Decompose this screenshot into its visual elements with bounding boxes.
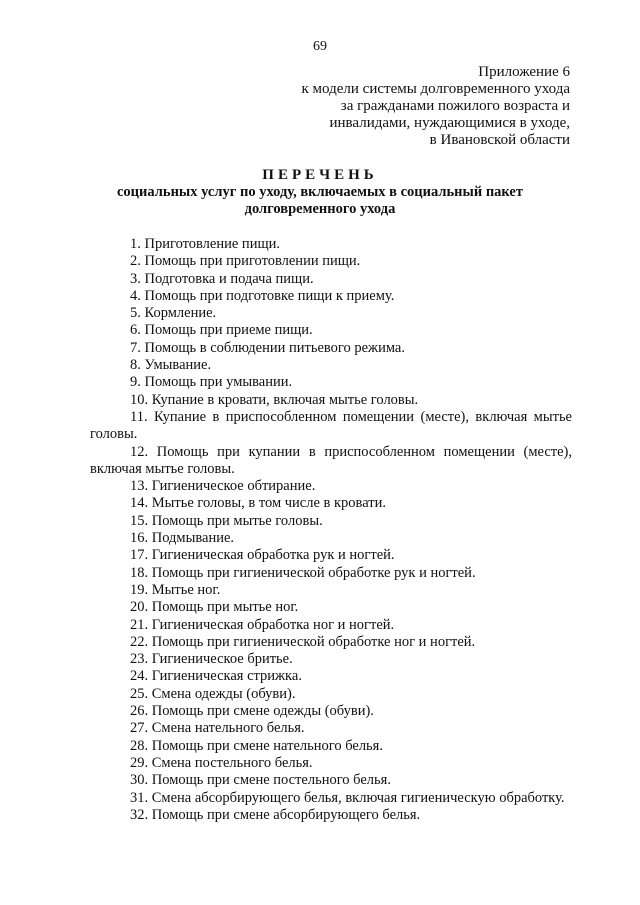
list-item: 8. Умывание. [130,357,212,374]
list-item: 26. Помощь при смене одежды (обуви). [130,703,374,720]
page-number: 69 [313,39,327,54]
list-item: 25. Смена одежды (обуви). [130,685,296,702]
subtitle-line: долговременного ухода [244,201,396,217]
subtitle-line: социальных услуг по уходу, включаемых в социальный пакет [117,184,523,200]
services-list [90,236,572,824]
list-item: 12. Помощь при купании в приспособленном помещении (месте), включая мытье головы. [90,443,572,477]
list-item: 11. Купание в приспособленном помещении (месте), включая мытье головы. [90,408,572,443]
list-item: 14. Мытье головы, в том числе в кровати. [130,495,386,512]
list-item: 22. Помощь при гигиенической обработке ног и ногтей. [130,633,476,650]
list-item: 24. Гигиеническая стрижка. [130,668,302,685]
appendix-line: в Ивановской области [429,132,570,148]
list-item: 13. Гигиеническое обтирание. [130,478,316,495]
list-item: 21. Гигиеническая обработка ног и ногтей. [130,616,395,633]
appendix-line: Приложение 6 [478,64,570,80]
list-item: 2. Помощь при приготовлении пищи. [130,253,361,270]
appendix-line: за гражданами пожилого возраста и [340,98,570,114]
list-item: 1. Приготовление пищи. [130,236,280,252]
list-item: 3. Подготовка и подача пищи. [130,270,314,287]
list-item: 7. Помощь в соблюдении питьевого режима. [130,339,405,356]
list-item: 30. Помощь при смене постельного белья. [130,772,391,789]
list-item: 28. Помощь при смене нательного белья. [130,737,383,754]
list-item: 31. Смена абсорбирующего белья, включая гигиеническую обработку. [130,789,565,806]
list-item: 19. Мытье ног. [130,581,221,598]
list-item: 20. Помощь при мытье ног. [130,599,299,616]
list-item: 5. Кормление. [130,305,217,322]
list-item: 23. Гигиеническое бритье. [130,651,293,668]
list-item: 16. Подмывание. [130,530,235,547]
list-item: 18. Помощь при гигиенической обработке рук и ногтей. [130,564,476,581]
appendix-header [240,64,570,149]
document-title: ПЕРЕЧЕНЬ [262,167,378,183]
list-item: 6. Помощь при приеме пищи. [130,322,313,339]
list-item: 9. Помощь при умывании. [130,374,293,391]
appendix-line: инвалидами, нуждающимися в уходе, [329,115,570,131]
list-item: 29. Смена постельного белья. [130,754,313,771]
appendix-line: к модели системы долговременного ухода [301,81,570,97]
list-item: 32. Помощь при смене абсорбирующего белья. [130,806,421,823]
list-item: 17. Гигиеническая обработка рук и ногтей. [130,547,395,564]
list-item: 10. Купание в кровати, включая мытье головы. [130,391,419,408]
list-item: 27. Смена нательного белья. [130,720,305,737]
list-item: 4. Помощь при подготовке пищи к приему. [130,287,395,304]
document-subtitle [0,184,640,218]
list-item: 15. Помощь при мытье головы. [130,512,323,529]
